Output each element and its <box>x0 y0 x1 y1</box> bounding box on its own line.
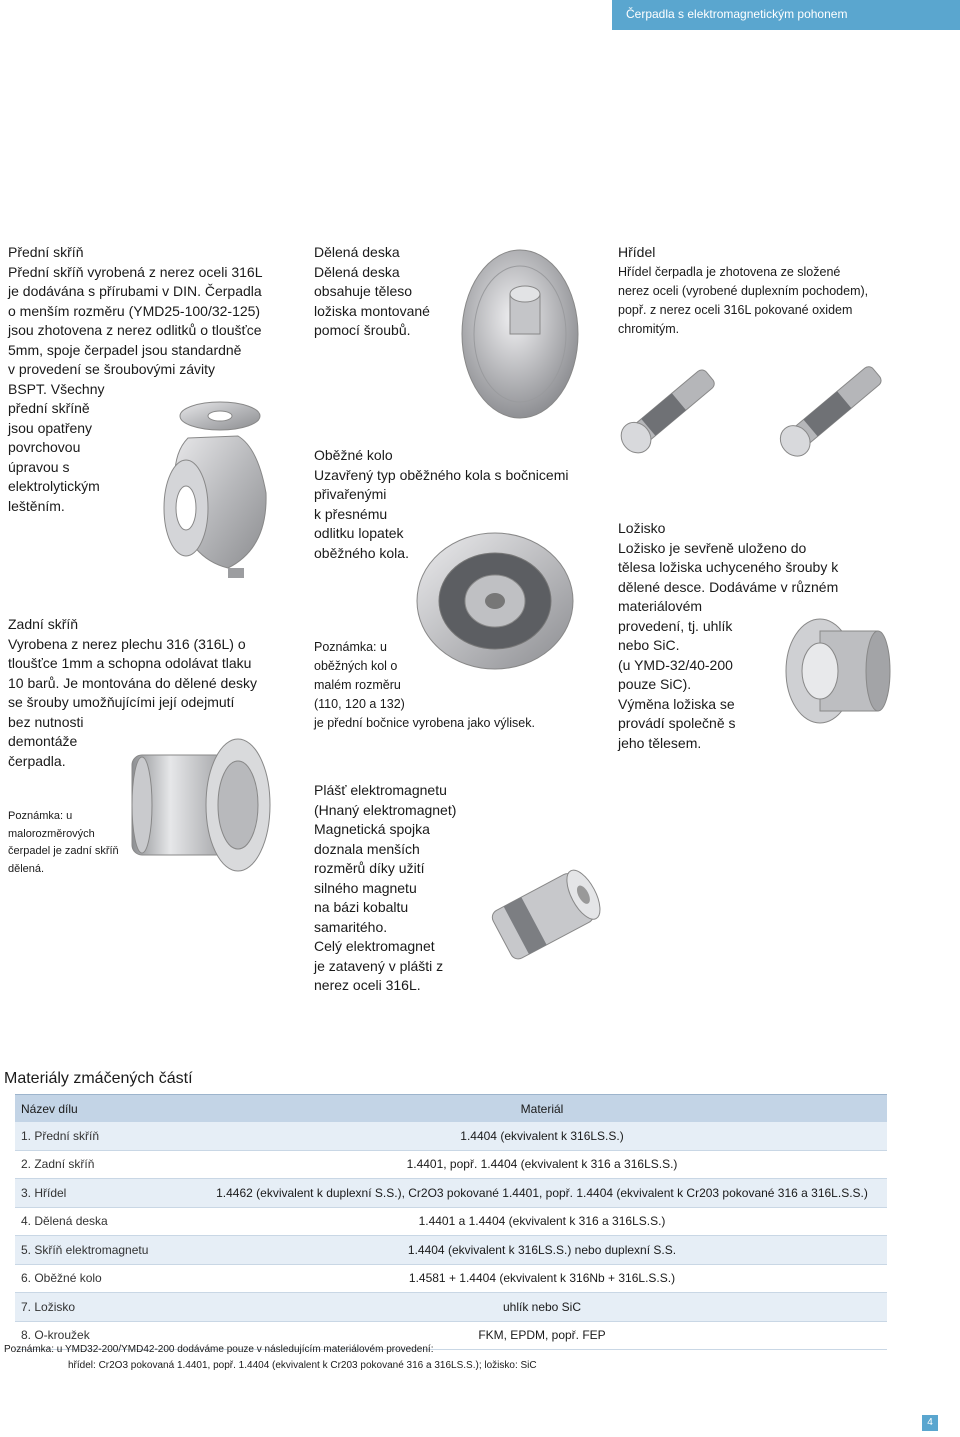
text-line: dělená. <box>8 862 45 875</box>
text-line: elektrolytickým <box>8 478 100 494</box>
impeller-note <box>314 638 604 733</box>
table-cell: 5. Skříň elektromagnetu <box>15 1236 197 1265</box>
text-line: Vyrobena z nerez plechu 316 (316L) o <box>8 635 246 652</box>
text-line: v provedení se šroubovými závity <box>8 361 215 377</box>
table-cell: 4. Dělená deska <box>15 1207 197 1236</box>
text-line: čerpadla. <box>8 752 66 769</box>
front-casing-image <box>158 398 273 583</box>
text-line: ložiska montované <box>314 302 430 319</box>
table-row <box>15 1264 887 1293</box>
text-line: jeho tělesem. <box>618 734 702 751</box>
table-note-line-1: Poznámka: u YMD32-200/YMD42-200 dodáváme pouze v následujícím materiálovém provedení: <box>4 1344 434 1355</box>
text-line: tělesa ložiska uchyceného šrouby k <box>618 559 839 575</box>
table-row <box>15 1122 887 1150</box>
text-line: provedení, tj. uhlík <box>618 617 733 634</box>
bearing-image <box>780 615 892 727</box>
bearing-title: Ložisko <box>618 520 666 536</box>
table-cell: 1.4404 (ekvivalent k 316LS.S.) <box>197 1122 887 1150</box>
table-cell: FKM, EPDM, popř. FEP <box>197 1321 887 1350</box>
text-line: Poznámka: u <box>8 810 73 822</box>
header-title: Čerpadla s elektromagnetickým pohonem <box>626 7 848 21</box>
table-header-row <box>15 1095 887 1123</box>
text-line: (110, 120 a 132) <box>314 697 405 711</box>
text-line: Hřídel čerpadla je zhotovena ze složené <box>618 264 841 279</box>
table-cell: 6. Oběžné kolo <box>15 1264 197 1293</box>
text-line: malém rozměru <box>314 678 401 692</box>
text-line: oběžného kola. <box>314 544 409 561</box>
column-header-material: Materiál <box>197 1095 887 1123</box>
text-line: na bázi kobaltu <box>314 899 409 915</box>
split-plate-block <box>314 243 454 341</box>
text-line: bez nutnosti <box>8 713 84 730</box>
shaft-image-1 <box>612 355 727 465</box>
text-line: nerez oceli 316L. <box>314 977 421 993</box>
text-line: přivařenými <box>314 486 387 502</box>
table-row <box>15 1207 887 1236</box>
text-line: popř. z nerez oceli 316L pokované oxidem <box>618 302 853 317</box>
text-line: pomocí šroubů. <box>314 322 411 338</box>
shaft-text <box>618 263 938 339</box>
text-line: nebo SiC. <box>618 637 680 653</box>
text-line: Magnetická spojka <box>314 821 430 837</box>
text-line: malorozměrových <box>8 827 95 840</box>
text-line: je přední bočnice vyrobena jako výlisek. <box>314 716 535 730</box>
text-line: Dělená deska <box>314 263 400 280</box>
text-line: leštěním. <box>8 497 65 514</box>
rear-casing-title: Zadní skříň <box>8 616 79 632</box>
split-plate-image <box>455 244 585 422</box>
materials-table <box>15 1094 887 1350</box>
table-cell: 2. Zadní skříň <box>15 1150 197 1179</box>
table-cell: 1. Přední skříň <box>15 1122 197 1150</box>
text-line: oběžných kol o <box>314 659 398 673</box>
text-line: čerpadel je zadní skříň <box>8 845 119 857</box>
table-cell: 1.4581 + 1.4404 (ekvivalent k 316Nb + 316L.S.S.) <box>197 1264 887 1293</box>
text-line: k přesnému <box>314 505 388 522</box>
table-row <box>15 1236 887 1265</box>
table-cell: 1.4404 (ekvivalent k 316LS.S.) nebo duplexní S.S. <box>197 1236 887 1265</box>
shaft-block <box>618 243 938 339</box>
text-line: Výměna ložiska se <box>618 695 735 712</box>
text-line: Ložisko je sevřeně uloženo do <box>618 539 807 556</box>
text-line: 10 barů. Je montována do dělené desky <box>8 674 258 691</box>
table-cell: 3. Hřídel <box>15 1179 197 1208</box>
shaft-title: Hřídel <box>618 244 656 260</box>
text-line: jsou zhotovena z nerez odlitků o tloušťce <box>8 322 262 338</box>
text-line: Celý elektromagnet <box>314 938 435 954</box>
text-line: úpravou s <box>8 458 70 475</box>
text-line: BSPT. Všechny <box>8 380 105 397</box>
table-row <box>15 1179 887 1208</box>
text-line: doznala menších <box>314 840 420 857</box>
table-row <box>15 1150 887 1179</box>
table-cell: 1.4401 a 1.4404 (ekvivalent k 316 a 316LS.S.) <box>197 1207 887 1236</box>
text-line: provádí společně s <box>618 715 736 731</box>
text-line: nerez oceli (vyrobené duplexním pochodem), <box>618 283 869 298</box>
text-line: Uzavřený typ oběžného kola s bočnicemi <box>314 466 569 483</box>
text-line: samaritého. <box>314 918 388 935</box>
text-line: rozměrů díky užití <box>314 860 425 876</box>
table-row <box>15 1293 887 1322</box>
text-line: tloušťce 1mm a schopna odolávat tlaku <box>8 655 252 671</box>
shaft-image-2 <box>770 355 895 465</box>
rear-casing-image <box>128 733 276 875</box>
text-line: o menším rozměru (YMD25-100/32-125) <box>8 302 261 319</box>
magnet-image <box>482 854 608 974</box>
text-line: 5mm, spoje čerpadel jsou standardně <box>8 341 242 358</box>
text-line: demontáže <box>8 733 78 749</box>
table-note-line-2: hřídel: Cr2O3 pokovaná 1.4401, popř. 1.4404 (ekvivalent k Cr203 pokované 316 a 316LS.S.); ložisko: SiC <box>68 1360 537 1371</box>
text-line: chromitým. <box>618 321 680 336</box>
text-line: dělené desce. Dodáváme v různém <box>618 578 839 595</box>
text-line: pouze SiC). <box>618 676 692 692</box>
text-line: povrchovou <box>8 439 81 455</box>
front-casing-title: Přední skříň <box>8 244 84 260</box>
split-plate-title: Dělená deska <box>314 244 400 260</box>
impeller-title: Oběžné kolo <box>314 447 393 463</box>
text-line: obsahuje těleso <box>314 283 413 299</box>
header-bar <box>612 0 960 30</box>
materials-title: Materiály zmáčených částí <box>4 1070 193 1087</box>
column-header-part: Název dílu <box>15 1095 197 1123</box>
page-number: 4 <box>922 1415 938 1431</box>
text-line: přední skříně <box>8 400 90 416</box>
table-cell: 7. Ložisko <box>15 1293 197 1322</box>
rear-casing-note <box>8 808 138 878</box>
text-line: odlitku lopatek <box>314 525 404 541</box>
table-cell: 1.4462 (ekvivalent k duplexní S.S.), Cr2O3 pokované 1.4401, popř. 1.4404 (ekvivalent k Cr203 pokované 316 a 316L.S.S.) <box>197 1179 887 1208</box>
text-line: silného magnetu <box>314 879 417 896</box>
text-line: je dodávána s přírubami v DIN. Čerpadla <box>8 283 262 299</box>
table-cell: uhlík nebo SiC <box>197 1293 887 1322</box>
table-cell: 1.4401, popř. 1.4404 (ekvivalent k 316 a 316LS.S.) <box>197 1150 887 1179</box>
text-line: Přední skříň vyrobená z nerez oceli 316L <box>8 263 263 280</box>
text-line: se šrouby umožňujícími její odejmutí <box>8 694 235 710</box>
magnet-title: Plášť elektromagnetu <box>314 782 447 798</box>
text-line: (Hnaný elektromagnet) <box>314 801 457 818</box>
text-line: jsou opatřeny <box>8 419 93 436</box>
text-line: (u YMD-32/40-200 <box>618 656 733 673</box>
text-line: Poznámka: u <box>314 640 387 654</box>
text-line: materiálovém <box>618 598 703 614</box>
magnet-block <box>314 781 484 996</box>
table-cell: 8. O-kroužek <box>15 1321 197 1350</box>
text-line: je zatavený v plášti z <box>314 957 444 974</box>
